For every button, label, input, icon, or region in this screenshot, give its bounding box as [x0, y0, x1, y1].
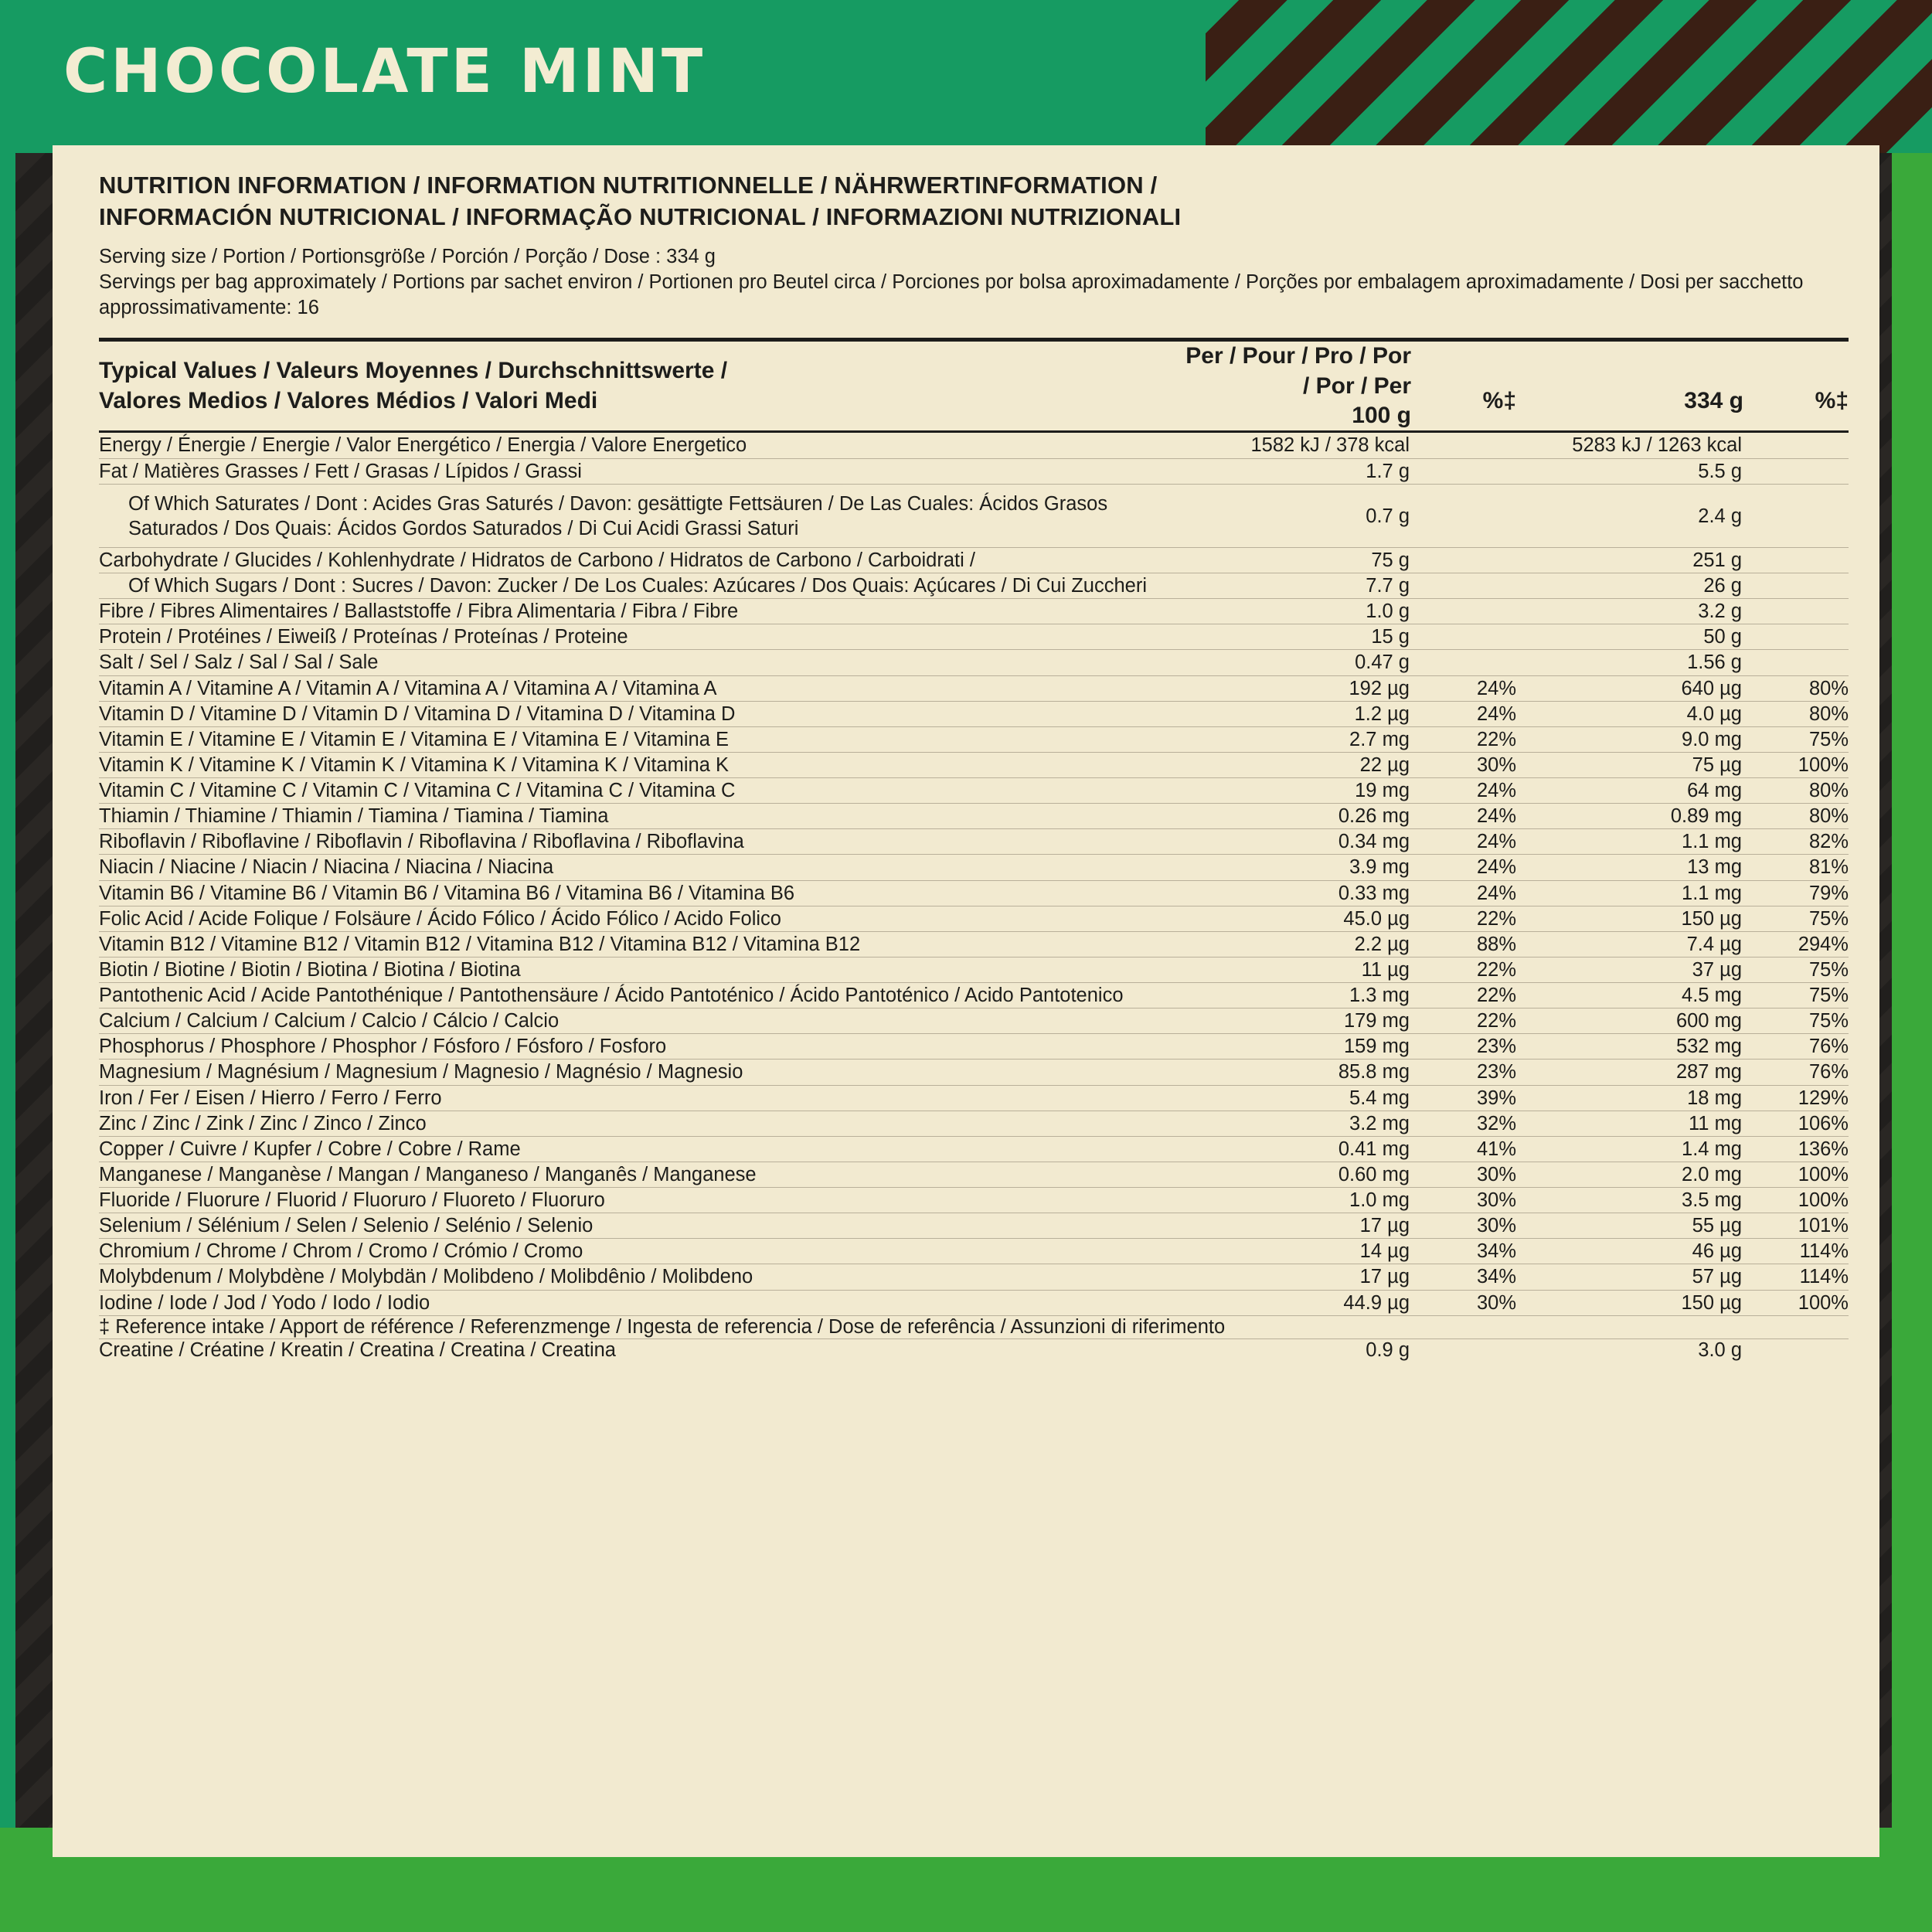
percent-per-334g: 80% — [1748, 778, 1849, 804]
table-row — [99, 675, 1849, 701]
nutrient-name: Magnesium / Magnésium / Magnesium / Magnesio / Magnésio / Magnesio — [99, 1060, 1184, 1085]
header-percent-100g — [1416, 340, 1516, 432]
nutrient-name: Chromium / Chrome / Chrom / Cromo / Crómio / Cromo — [99, 1239, 1184, 1264]
value-per-334g: 3.5 mg — [1516, 1188, 1748, 1213]
table-row — [99, 1290, 1849, 1315]
percent-per-334g: 79% — [1748, 880, 1849, 906]
value-per-100g: 3.2 mg — [1184, 1111, 1416, 1136]
percent-per-334g: 101% — [1748, 1213, 1849, 1239]
percent-per-100g: 24% — [1416, 675, 1516, 701]
percent-per-100g: 22% — [1416, 906, 1516, 931]
nutrient-name: Vitamin A / Vitamine A / Vitamin A / Vitamina A / Vitamina A / Vitamina A — [99, 675, 1184, 701]
table-row — [99, 650, 1849, 675]
percent-per-334g: 100% — [1748, 1188, 1849, 1213]
value-per-100g: 19 mg — [1184, 778, 1416, 804]
nutrient-name: Carbohydrate / Glucides / Kohlenhydrate / Hidratos de Carbono / Hidratos de Carbono / Carboidrati / — [99, 547, 1184, 573]
percent-per-100g — [1416, 624, 1516, 650]
table-row — [99, 1034, 1849, 1060]
percent-per-334g: 294% — [1748, 931, 1849, 957]
header-per-100g-line-1: Per / Pour / Pro / Por / Por / Per — [1185, 343, 1411, 399]
value-per-100g: 5.4 mg — [1184, 1085, 1416, 1111]
nutrient-name: Calcium / Calcium / Calcium / Calcio / Cálcio / Calcio — [99, 1009, 1184, 1034]
table-row — [99, 701, 1849, 726]
percent-per-100g: 30% — [1416, 1162, 1516, 1187]
nutrient-name: Fat / Matières Grasses / Fett / Grasas / Lípidos / Grassi — [99, 458, 1184, 484]
value-per-334g: 150 µg — [1516, 1290, 1748, 1315]
value-per-100g: 17 µg — [1184, 1213, 1416, 1239]
value-per-100g: 179 mg — [1184, 1009, 1416, 1034]
servings-per-bag-text: Servings per bag approximately / Portions par sachet environ / Portionen pro Beutel circa / Porciones por bolsa aproximadamente / Porções por embalagem aproximadamente / Dosi per sacchetto approssimativamente: 16 — [99, 270, 1804, 319]
percent-per-334g: 100% — [1748, 752, 1849, 777]
table-row — [99, 957, 1849, 982]
nutrient-name: Selenium / Sélénium / Selen / Selenio / Selénio / Selenio — [99, 1213, 1184, 1239]
table-row — [99, 1060, 1849, 1085]
value-per-334g: 5283 kJ / 1263 kcal — [1516, 432, 1748, 458]
product-title: CHOCOLATE MINT — [63, 37, 706, 107]
table-row — [99, 906, 1849, 931]
nutrition-heading-line-2: INFORMACIÓN NUTRICIONAL / INFORMAÇÃO NUTRICIONAL / INFORMAZIONI NUTRIZIONALI — [99, 202, 1182, 230]
value-per-100g: 45.0 µg — [1184, 906, 1416, 931]
table-row — [99, 804, 1849, 829]
header-typical-values — [99, 340, 1184, 432]
nutrient-name: Vitamin K / Vitamine K / Vitamin K / Vitamina K / Vitamina K / Vitamina K — [99, 752, 1184, 777]
nutrient-name: Copper / Cuivre / Kupfer / Cobre / Cobre / Rame — [99, 1136, 1184, 1162]
table-row — [99, 1162, 1849, 1187]
table-row — [99, 778, 1849, 804]
value-per-334g: 3.2 g — [1516, 599, 1748, 624]
percent-per-100g: 30% — [1416, 1290, 1516, 1315]
value-per-334g: 640 µg — [1516, 675, 1748, 701]
value-per-100g: 1.2 µg — [1184, 701, 1416, 726]
table-row — [99, 599, 1849, 624]
percent-per-334g: 100% — [1748, 1290, 1849, 1315]
percent-per-334g — [1748, 650, 1849, 675]
value-per-334g: 26 g — [1516, 573, 1748, 599]
percent-per-334g — [1748, 624, 1849, 650]
nutrient-name: Thiamin / Thiamine / Thiamin / Tiamina / Tiamina / Tiamina — [99, 804, 1184, 829]
nutrition-heading — [99, 170, 1849, 233]
percent-per-100g: 22% — [1416, 957, 1516, 982]
percent-per-100g — [1416, 484, 1516, 547]
value-per-100g: 22 µg — [1184, 752, 1416, 777]
value-per-334g: 251 g — [1516, 547, 1748, 573]
nutrient-name: Iodine / Iode / Jod / Yodo / Iodo / Iodio — [99, 1290, 1184, 1315]
header-per-334g-value: 334 g — [1684, 387, 1743, 413]
percent-per-100g: 23% — [1416, 1060, 1516, 1085]
percent-per-334g: 129% — [1748, 1085, 1849, 1111]
value-per-100g: 11 µg — [1184, 957, 1416, 982]
header-per-100g-line-2: 100 g — [1352, 403, 1411, 429]
percent-per-334g: 76% — [1748, 1060, 1849, 1085]
value-per-334g: 37 µg — [1516, 957, 1748, 982]
nutrient-name: Iron / Fer / Eisen / Hierro / Ferro / Ferro — [99, 1085, 1184, 1111]
table-row — [99, 432, 1849, 458]
table-row — [99, 458, 1849, 484]
percent-per-100g: 41% — [1416, 1136, 1516, 1162]
percent-per-334g — [1748, 1338, 1849, 1362]
value-per-100g: 85.8 mg — [1184, 1060, 1416, 1085]
right-green-edge — [1892, 153, 1932, 1830]
value-per-334g: 7.4 µg — [1516, 931, 1748, 957]
value-per-100g: 17 µg — [1184, 1264, 1416, 1290]
table-row — [99, 1213, 1849, 1239]
header-percent-334g — [1748, 340, 1849, 432]
table-row — [99, 1085, 1849, 1111]
value-per-100g: 1582 kJ / 378 kcal — [1184, 432, 1416, 458]
table-row — [99, 726, 1849, 752]
percent-per-100g: 24% — [1416, 855, 1516, 880]
nutrient-name: Vitamin B6 / Vitamine B6 / Vitamin B6 / Vitamina B6 / Vitamina B6 / Vitamina B6 — [99, 880, 1184, 906]
table-row — [99, 829, 1849, 855]
nutrient-name: Vitamin E / Vitamine E / Vitamin E / Vitamina E / Vitamina E / Vitamina E — [99, 726, 1184, 752]
percent-per-100g: 23% — [1416, 1034, 1516, 1060]
value-per-100g: 0.41 mg — [1184, 1136, 1416, 1162]
value-per-100g: 192 µg — [1184, 675, 1416, 701]
percent-per-100g: 32% — [1416, 1111, 1516, 1136]
value-per-334g: 3.0 g — [1698, 1338, 1742, 1361]
percent-per-334g: 82% — [1748, 829, 1849, 855]
value-per-100g: 7.7 g — [1184, 573, 1416, 599]
nutrient-name: Protein / Protéines / Eiweiß / Proteínas / Proteínas / Proteine — [99, 624, 1184, 650]
percent-per-100g — [1416, 1338, 1516, 1362]
value-per-334g: 2.4 g — [1516, 484, 1748, 547]
nutrient-name: Riboflavin / Riboflavine / Riboflavin / Riboflavina / Riboflavina / Riboflavina — [99, 829, 1184, 855]
value-per-100g: 0.26 mg — [1184, 804, 1416, 829]
percent-per-100g: 22% — [1416, 726, 1516, 752]
reference-intake-footnote: ‡ Reference intake / Apport de référence / Referenzmenge / Ingesta de referencia / Dose de referência / Assunzioni di riferimento — [99, 1315, 1849, 1338]
percent-per-100g: 22% — [1416, 983, 1516, 1009]
percent-per-100g — [1416, 547, 1516, 573]
value-per-334g: 57 µg — [1516, 1264, 1748, 1290]
nutrition-heading-line-1: NUTRITION INFORMATION / INFORMATION NUTRITIONNELLE / NÄHRWERTINFORMATION / — [99, 172, 1158, 199]
value-per-334g: 11 mg — [1516, 1111, 1748, 1136]
percent-per-100g: 24% — [1416, 804, 1516, 829]
table-row — [99, 880, 1849, 906]
table-row — [99, 1338, 1849, 1362]
percent-per-334g: 75% — [1748, 906, 1849, 931]
value-per-100g: 14 µg — [1184, 1239, 1416, 1264]
nutrition-table-body — [99, 340, 1849, 1362]
nutrient-name: Manganese / Manganèse / Mangan / Manganeso / Manganês / Manganese — [99, 1162, 1184, 1187]
percent-per-100g — [1416, 458, 1516, 484]
percent-per-334g: 75% — [1748, 726, 1849, 752]
table-row — [99, 1239, 1849, 1264]
value-per-334g: 2.0 mg — [1516, 1162, 1748, 1187]
nutrient-name: Salt / Sel / Salz / Sal / Sal / Sale — [99, 650, 1184, 675]
table-row — [99, 1264, 1849, 1290]
header-typical-values-line-1: Typical Values / Valeurs Moyennes / Durchschnittswerte / — [99, 358, 728, 384]
percent-per-334g: 75% — [1748, 1009, 1849, 1034]
value-per-334g: 50 g — [1516, 624, 1748, 650]
nutrient-name: Vitamin B12 / Vitamine B12 / Vitamin B12 / Vitamina B12 / Vitamina B12 / Vitamina B12 — [99, 931, 1184, 957]
percent-per-334g — [1748, 573, 1849, 599]
table-row — [99, 1009, 1849, 1034]
value-per-334g: 1.1 mg — [1516, 880, 1748, 906]
value-per-334g: 600 mg — [1516, 1009, 1748, 1034]
nutrient-name: Fluoride / Fluorure / Fluorid / Fluoruro / Fluoreto / Fluoruro — [99, 1188, 1184, 1213]
percent-per-100g: 24% — [1416, 829, 1516, 855]
value-per-334g: 287 mg — [1516, 1060, 1748, 1085]
percent-per-100g: 24% — [1416, 701, 1516, 726]
table-row — [99, 1136, 1849, 1162]
value-per-100g: 1.3 mg — [1184, 983, 1416, 1009]
nutrient-name: Of Which Sugars / Dont : Sucres / Davon: Zucker / De Los Cuales: Azúcares / Dos Quais: Açúcares / Di Cui Zuccheri — [99, 573, 1184, 599]
table-header-row — [99, 340, 1849, 432]
header-diagonal-stripes — [1206, 0, 1932, 153]
value-per-100g: 1.7 g — [1184, 458, 1416, 484]
header-percent-100g-value: %‡ — [1482, 387, 1516, 413]
percent-per-334g: 80% — [1748, 701, 1849, 726]
value-per-334g: 4.0 µg — [1516, 701, 1748, 726]
percent-per-100g: 30% — [1416, 752, 1516, 777]
value-per-100g: 1.0 mg — [1184, 1188, 1416, 1213]
percent-per-100g — [1416, 599, 1516, 624]
table-row — [99, 855, 1849, 880]
header-per-334g — [1516, 340, 1748, 432]
percent-per-100g: 22% — [1416, 1009, 1516, 1034]
value-per-334g: 0.89 mg — [1516, 804, 1748, 829]
nutrient-name: Biotin / Biotine / Biotin / Biotina / Biotina / Biotina — [99, 957, 1184, 982]
value-per-334g: 1.1 mg — [1516, 829, 1748, 855]
nutrient-name: Vitamin D / Vitamine D / Vitamin D / Vitamina D / Vitamina D / Vitamina D — [99, 701, 1184, 726]
percent-per-334g — [1748, 484, 1849, 547]
value-per-334g: 46 µg — [1516, 1239, 1748, 1264]
nutrient-name: Phosphorus / Phosphore / Phosphor / Fósforo / Fósforo / Fosforo — [99, 1034, 1184, 1060]
table-row — [99, 624, 1849, 650]
percent-per-100g: 30% — [1416, 1213, 1516, 1239]
table-row — [99, 573, 1849, 599]
value-per-100g: 159 mg — [1184, 1034, 1416, 1060]
value-per-100g: 0.9 g — [1366, 1338, 1410, 1361]
percent-per-334g: 106% — [1748, 1111, 1849, 1136]
nutrient-name: Creatine / Créatine / Kreatin / Creatina / Creatina / Creatina — [99, 1338, 616, 1361]
value-per-100g: 1.0 g — [1184, 599, 1416, 624]
nutrition-panel — [53, 145, 1879, 1857]
percent-per-100g: 34% — [1416, 1239, 1516, 1264]
value-per-334g: 64 mg — [1516, 778, 1748, 804]
value-per-334g: 532 mg — [1516, 1034, 1748, 1060]
percent-per-334g — [1748, 432, 1849, 458]
value-per-334g: 4.5 mg — [1516, 983, 1748, 1009]
value-per-334g: 55 µg — [1516, 1213, 1748, 1239]
percent-per-334g: 81% — [1748, 855, 1849, 880]
value-per-100g: 15 g — [1184, 624, 1416, 650]
value-per-334g: 75 µg — [1516, 752, 1748, 777]
percent-per-334g: 114% — [1748, 1239, 1849, 1264]
nutrient-name: Niacin / Niacine / Niacin / Niacina / Niacina / Niacina — [99, 855, 1184, 880]
nutrient-name: Folic Acid / Acide Folique / Folsäure / Ácido Fólico / Ácido Fólico / Acido Folico — [99, 906, 1184, 931]
percent-per-334g — [1748, 599, 1849, 624]
percent-per-334g — [1748, 547, 1849, 573]
header-per-100g — [1184, 340, 1416, 432]
percent-per-334g: 114% — [1748, 1264, 1849, 1290]
value-per-334g: 1.4 mg — [1516, 1136, 1748, 1162]
percent-per-100g — [1416, 650, 1516, 675]
value-per-334g: 150 µg — [1516, 906, 1748, 931]
value-per-334g: 1.56 g — [1516, 650, 1748, 675]
reference-intake-footnote-row — [99, 1315, 1849, 1338]
value-per-334g: 9.0 mg — [1516, 726, 1748, 752]
nutrient-name: Of Which Saturates / Dont : Acides Gras Saturés / Davon: gesättigte Fettsäuren / De Las Cuales: Ácidos Grasos Saturados / Dos Quais: Ácidos Gordos Saturados / Di Cui Acidi Grassi Saturi — [99, 484, 1184, 547]
percent-per-100g: 30% — [1416, 1188, 1516, 1213]
value-per-100g: 0.47 g — [1184, 650, 1416, 675]
percent-per-100g: 24% — [1416, 880, 1516, 906]
percent-per-100g: 39% — [1416, 1085, 1516, 1111]
value-per-100g: 75 g — [1184, 547, 1416, 573]
value-per-100g: 3.9 mg — [1184, 855, 1416, 880]
value-per-100g: 0.60 mg — [1184, 1162, 1416, 1187]
percent-per-334g: 80% — [1748, 675, 1849, 701]
table-row — [99, 752, 1849, 777]
value-per-100g: 2.7 mg — [1184, 726, 1416, 752]
percent-per-334g — [1748, 458, 1849, 484]
percent-per-334g: 136% — [1748, 1136, 1849, 1162]
nutrient-name: Vitamin C / Vitamine C / Vitamin C / Vitamina C / Vitamina C / Vitamina C — [99, 778, 1184, 804]
nutrition-table — [99, 338, 1849, 1361]
serving-info — [99, 244, 1849, 321]
value-per-100g: 0.34 mg — [1184, 829, 1416, 855]
percent-per-100g: 34% — [1416, 1264, 1516, 1290]
table-row — [99, 1188, 1849, 1213]
table-row — [99, 931, 1849, 957]
percent-per-334g: 75% — [1748, 983, 1849, 1009]
value-per-100g: 44.9 µg — [1184, 1290, 1416, 1315]
table-row — [99, 1111, 1849, 1136]
value-per-100g: 2.2 µg — [1184, 931, 1416, 957]
header-typical-values-line-2: Valores Medios / Valores Médios / Valori Medi — [99, 387, 598, 413]
serving-size-text: Serving size / Portion / Portionsgröße / Porción / Porção / Dose : 334 g — [99, 245, 716, 267]
header-percent-334g-value: %‡ — [1815, 387, 1849, 413]
table-row — [99, 983, 1849, 1009]
left-green-edge — [0, 153, 15, 1830]
nutrient-name: Energy / Énergie / Energie / Valor Energético / Energia / Valore Energetico — [99, 432, 1184, 458]
percent-per-334g: 76% — [1748, 1034, 1849, 1060]
table-row — [99, 547, 1849, 573]
value-per-334g: 5.5 g — [1516, 458, 1748, 484]
value-per-100g: 0.33 mg — [1184, 880, 1416, 906]
nutrient-name: Pantothenic Acid / Acide Pantothénique / Pantothensäure / Ácido Pantoténico / Ácido Pantoténico / Acido Pantotenico — [99, 983, 1184, 1009]
table-row — [99, 484, 1849, 547]
value-per-334g: 18 mg — [1516, 1085, 1748, 1111]
nutrient-name: Zinc / Zinc / Zink / Zinc / Zinco / Zinco — [99, 1111, 1184, 1136]
percent-per-100g: 88% — [1416, 931, 1516, 957]
percent-per-100g — [1416, 573, 1516, 599]
value-per-100g: 0.7 g — [1184, 484, 1416, 547]
percent-per-334g: 100% — [1748, 1162, 1849, 1187]
nutrient-name: Molybdenum / Molybdène / Molybdän / Molibdeno / Molibdênio / Molibdeno — [99, 1264, 1184, 1290]
percent-per-100g: 24% — [1416, 778, 1516, 804]
nutrient-name: Fibre / Fibres Alimentaires / Ballaststoffe / Fibra Alimentaria / Fibra / Fibre — [99, 599, 1184, 624]
value-per-334g: 13 mg — [1516, 855, 1748, 880]
percent-per-334g: 80% — [1748, 804, 1849, 829]
percent-per-100g — [1416, 432, 1516, 458]
percent-per-334g: 75% — [1748, 957, 1849, 982]
